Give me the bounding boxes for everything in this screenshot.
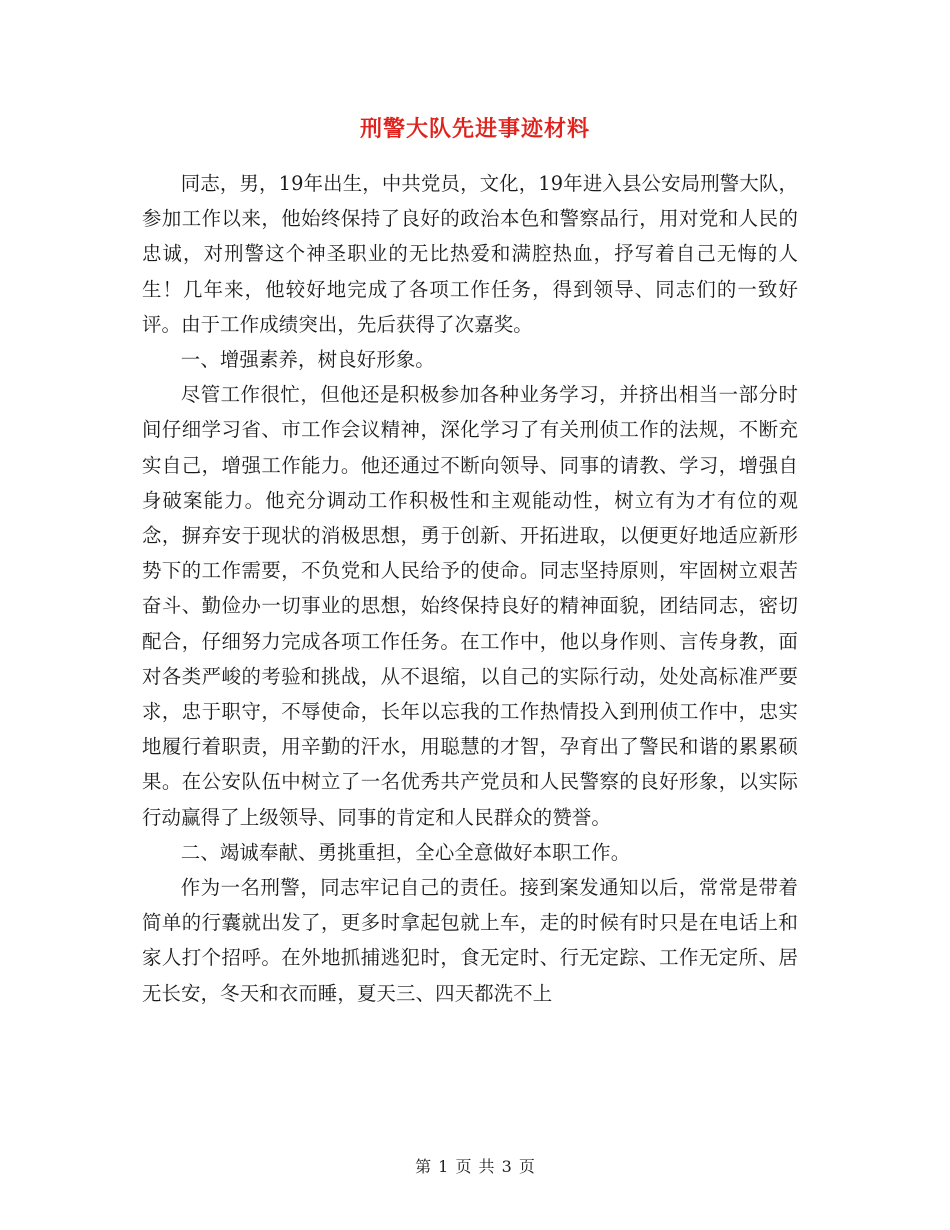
section-heading-1: 一、增强素养，树良好形象。 bbox=[180, 348, 435, 372]
paragraph-section-2: 作为一名刑警，同志牢记自己的责任。接到案发通知以后，常常是带着简单的行囊就出发了，更多时拿起包就上车，走的时候有时只是在电话上和家人打个招呼。在外地抓捕逃犯时，食无定时、行无定踪、工作无定所、居无长安，冬天和衣而睡，夏天三、四天都洗不上 bbox=[142, 876, 798, 1005]
paragraph-intro: 同志，男，19年出生，中共党员，文化，19年进入县公安局刑警大队，参加工作以来，他始终保持了良好的政治本色和警察品行，用对党和人民的忠诚，对刑警这个神圣职业的无比热爱和满腔热血，抒写着自己无悔的人生！几年来，他较好地完成了各项工作任务，得到领导、同志们的一致好评。由于工作成绩突出，先后获得了次嘉奖。 bbox=[142, 172, 798, 336]
paragraph-section-1: 尽管工作很忙，但他还是积极参加各种业务学习，并挤出相当一部分时间仔细学习省、市工作会议精神，深化学习了有关刑侦工作的法规，不断充实自己，增强工作能力。他还通过不断向领导、同事的请教、学习，增强自身破案能力。他充分调动工作积极性和主观能动性，树立有为才有位的观念，摒弃安于现状的消极思想，勇于创新、开拓进取，以便更好地适应新形势下的工作需要，不负党和人民给予的使命。同志坚持原则，牢固树立艰苦奋斗、勤俭办一切事业的思想，始终保持良好的精神面貌，团结同志，密切配合，仔细努力完成各项工作任务。在工作中，他以身作则、言传身教，面对各类严峻的考验和挑战，从不退缩，以自己的实际行动，处处高标准严要求，忠于职守，不辱使命，长年以忘我的工作热情投入到刑侦工作中，忠实地履行着职责，用辛勤的汗水，用聪慧的才智，孕育出了警民和谐的累累硕果。在公安队伍中树立了一名优秀共产党员和人民警察的良好形象，以实际行动赢得了上级领导、同事的肯定和人民群众的赞誉。 bbox=[142, 383, 798, 829]
document-title: 刑警大队先进事迹材料 bbox=[359, 116, 590, 142]
document-body bbox=[142, 166, 798, 1011]
section-heading-2: 二、竭诚奉献、勇挑重担，全心全意做好本职工作。 bbox=[180, 840, 631, 864]
page-number-footer: 第 1 页 共 3 页 bbox=[415, 1157, 535, 1176]
